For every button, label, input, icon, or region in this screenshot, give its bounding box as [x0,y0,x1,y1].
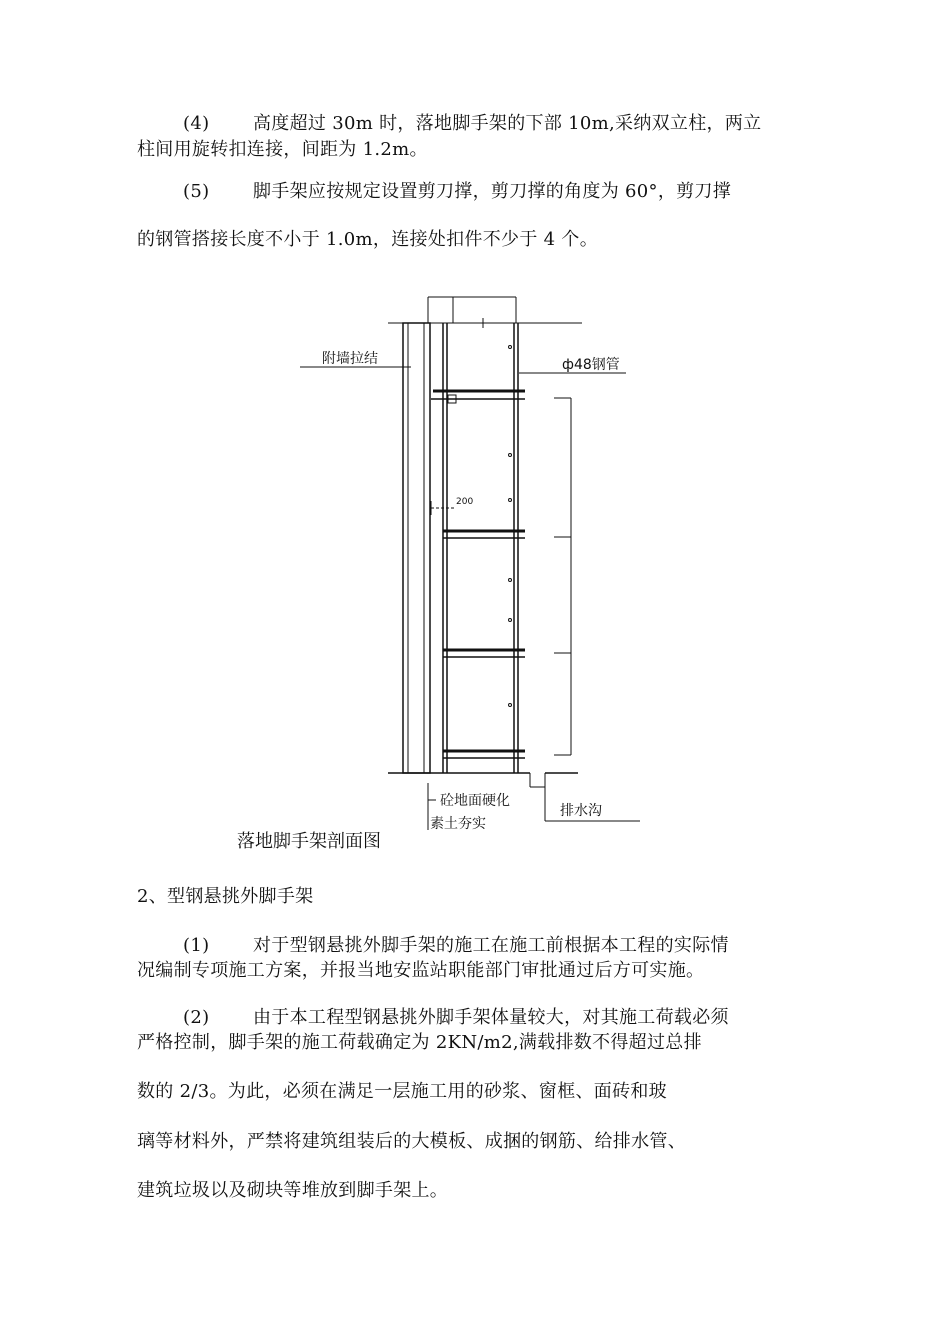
section-2-heading: 2、型钢悬挑外脚手架 [137,886,314,907]
label-compacted-soil: 素土夯实 [430,816,486,830]
para-5-number: (5) [183,181,210,202]
para-5-line-2: 的钢管搭接长度不小于 1.0m，连接处扣件不少于 4 个。 [137,229,599,250]
label-wall-tie: 附墙拉结 [322,351,378,367]
para-5-text-1: 脚手架应按规定设置剪刀撑，剪刀撑的角度为 60°，剪刀撑 [253,181,732,202]
para-4-number: (4) [183,113,210,134]
section-2-para-2-number: (2) [183,1007,210,1028]
section-2-para-1-text-1: 对于型钢悬挑外脚手架的施工在施工前根据本工程的实际情 [253,935,729,956]
section-2-para-1-line-2: 况编制专项施工方案，并报当地安监站职能部门审批通过后方可实施。 [137,960,705,981]
label-steel-pipe: ф48钢管 [562,357,620,373]
section-2-para-2-line-5: 建筑垃圾以及砌块等堆放到脚手架上。 [137,1180,449,1201]
section-2-para-1-line-1 [183,935,729,957]
section-2-para-2-line-2: 严格控制，脚手架的施工荷载确定为 2KN/m2,满载排数不得超过总排 [137,1032,702,1053]
section-2-para-1-number: (1) [183,935,210,956]
para-4-line-2: 柱间用旋转扣连接，间距为 1.2m。 [137,139,428,160]
para-4-line-1 [183,113,761,135]
section-2-para-2-text-1: 由于本工程型钢悬挑外脚手架体量较大，对其施工荷载必须 [253,1007,729,1028]
figure-caption: 落地脚手架剖面图 [237,831,381,852]
label-drain-ditch: 排水沟 [560,803,602,819]
para-4-text-1: 高度超过 30m 时，落地脚手架的下部 10m,采纳双立柱，两立 [253,113,762,134]
section-2-para-2-line-4: 璃等材料外，严禁将建筑组装后的大模板、成捆的钢筋、给排水管、 [137,1131,686,1152]
label-dimension-200: 200 [456,497,474,507]
para-5-line-1 [183,181,731,203]
section-2-para-2-line-3: 数的 2/3。为此，必须在满足一层施工用的砂浆、窗框、面砖和玻 [137,1081,667,1102]
section-2-para-2-line-1 [183,1007,729,1029]
label-ground-hardening: 砼地面硬化 [440,793,510,809]
scaffold-section-drawing [300,285,650,830]
